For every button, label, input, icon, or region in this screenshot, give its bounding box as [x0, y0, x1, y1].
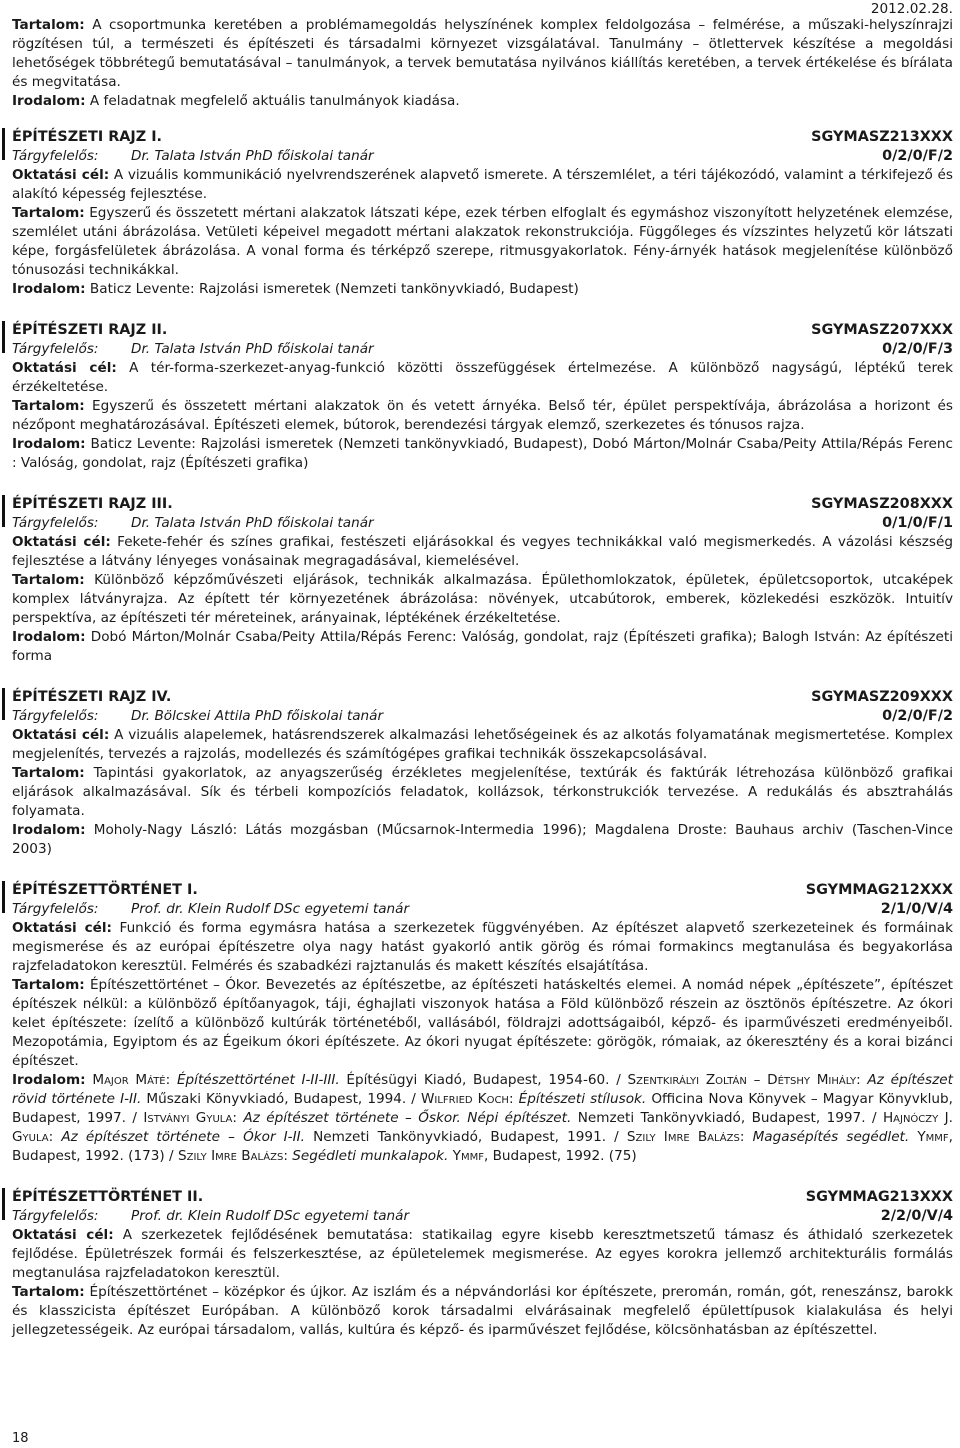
course-responsible: Dr. Talata István PhD főiskolai tanár	[131, 341, 374, 357]
intro-literature: A feladatnak megfelelő aktuális tanulmányok kiadása.	[85, 93, 460, 109]
course-content	[12, 976, 953, 1071]
course-responsible: Prof. dr. Klein Rudolf DSc egyetemi tanár	[131, 1208, 410, 1224]
course-block	[12, 128, 953, 299]
goal-text: Funkció és forma egymásra hatása a szerkezetek függvényében. Az építészet alapvető szerkezeteinek és formáinak megismerése és az európai építészetre olya nagy hatást gyakorló antik görög és római formakincs megtanulása és begyakorlása rajzfeladatokon keresztül. Felmérés és szabadkézi rajztanulás és makett készítés elsajátítása.	[12, 920, 953, 974]
course-marker-bar	[2, 495, 5, 527]
intro-block	[12, 0, 953, 92]
responsible-label: Tárgyfelelős:	[12, 901, 99, 917]
course-title: ÉPÍTÉSZETI RAJZ I.	[12, 129, 163, 145]
content-label: Tartalom:	[12, 205, 85, 221]
course-credits: 2/2/0/V/4	[880, 1208, 953, 1224]
book-title: Az építészet rövid története I-II.	[12, 1072, 953, 1107]
content-label: Tartalom:	[12, 398, 85, 414]
content-label: Tartalom:	[12, 977, 85, 993]
book-title: Magasépítés segédlet.	[752, 1129, 910, 1145]
goal-text: A tér-forma-szerkezet-anyag-funkció közötti összefüggések értelmezése. A különböző nagyságú, léptékű terek érzékeltetése.	[12, 360, 954, 395]
course-block	[12, 1188, 953, 1340]
literature-text	[12, 1072, 953, 1164]
responsible-label: Tárgyfelelős:	[12, 148, 99, 164]
course-goal	[12, 166, 953, 204]
course-title-line	[12, 128, 953, 147]
author-name: Hajnóczy J. Gyula	[12, 1110, 953, 1145]
document-page	[12, 0, 953, 1340]
course-content	[12, 204, 953, 280]
goal-label: Oktatási cél:	[12, 534, 111, 550]
reference-text: Officina Nova Könyvek – Magyar Könyvklub, Budapest, 1997. /	[12, 1091, 953, 1126]
course-content	[12, 397, 953, 435]
content-text: Tapintási gyakorlatok, az anyagszerűség érzékletes megjelenítése, textúrák és faktúrák létrehozása különböző grafikai eljárások alkalmazásával. Sík és térbeli kompozíciós feladatok, kollázsok, térkonstrukciók tervezése. A redukálás és absztrahálás folyamata.	[12, 765, 953, 819]
course-code: SGYMASZ207XXX	[811, 322, 953, 338]
course-block	[12, 688, 953, 859]
author-name: Szily Imre Balázs	[626, 1129, 740, 1145]
course-credits: 0/2/0/F/2	[882, 708, 953, 724]
author-name: Major Máté	[92, 1072, 166, 1088]
course-marker-bar	[2, 688, 5, 720]
course-credits: 0/1/0/F/1	[882, 515, 953, 531]
book-title: Építészettörténet I-II-III.	[176, 1072, 340, 1088]
goal-text: A szerkezetek fejlődésének bemutatása: statikailag egyre kisebb keresztmetszetű támasz és áthidaló szerkezetek fejlődése. Épületrészek formái és felszerkesztése, az épületelemek megismerése. Az egyes korokra jellemző architekturális formálás megtanulása rajzfeladatokon keresztül.	[12, 1227, 954, 1281]
course-goal	[12, 1226, 953, 1283]
reference-text: Építésügyi Kiadó, Budapest, 1954-60. /	[339, 1072, 628, 1088]
course-credits: 0/2/0/F/3	[882, 341, 953, 357]
course-marker-bar	[2, 881, 5, 913]
course-title-line	[12, 321, 953, 340]
reference-text: :	[739, 1129, 753, 1145]
reference-text: :	[165, 1072, 177, 1088]
course-literature	[12, 821, 953, 859]
reference-text: Nemzeti Tankönyvkiadó, Budapest, 1997. /	[571, 1110, 883, 1126]
reference-text: :	[232, 1110, 244, 1126]
course-block	[12, 321, 953, 473]
reference-text: Nemzeti Tankönyvkiadó, Budapest, 1991. /	[304, 1129, 627, 1145]
book-title: Az építészet története – Ókor I-II.	[61, 1129, 305, 1145]
goal-label: Oktatási cél:	[12, 1227, 114, 1243]
course-code: SGYMASZ213XXX	[811, 129, 953, 145]
course-title: ÉPÍTÉSZETTÖRTÉNET II.	[12, 1189, 204, 1205]
author-name: Ymmf	[452, 1148, 484, 1164]
course-block	[12, 881, 953, 1166]
content-label: Tartalom:	[12, 1284, 85, 1300]
reference-text: :	[856, 1072, 868, 1088]
goal-label: Oktatási cél:	[12, 727, 110, 743]
responsible-label: Tárgyfelelős:	[12, 1208, 99, 1224]
responsible-label: Tárgyfelelős:	[12, 515, 99, 531]
goal-label: Oktatási cél:	[12, 360, 117, 376]
book-title: Segédleti munkalapok.	[292, 1148, 449, 1164]
course-code: SGYMMAG213XXX	[805, 1189, 953, 1205]
author-name: Szentkirályi Zoltán	[627, 1072, 747, 1088]
content-text: Építészettörténet – középkor és újkor. Az iszlám és a népvándorlási kor építészete, preromán, román, gót, reneszánsz, barokk és klasszicista építészet Európában. A különböző korok társadalmi elvárásainak megfelelő épülettípusok kialakulása és helyi jellegzetességeik. Az európai társadalom, vallás, kultúra és képző- és iparművészet fejlődése, kölcsönhatásban az építészettel.	[12, 1284, 953, 1338]
reference-text: , Budapest, 1992. (173) /	[12, 1129, 953, 1164]
course-responsible: Dr. Bölcskei Attila PhD főiskolai tanár	[131, 708, 384, 724]
course-title-line	[12, 495, 953, 514]
reference-text: :	[48, 1129, 62, 1145]
reference-text: Műszaki Könyvkiadó, Budapest, 1994. /	[141, 1091, 421, 1107]
course-title: ÉPÍTÉSZETI RAJZ III.	[12, 496, 173, 512]
course-title: ÉPÍTÉSZETI RAJZ IV.	[12, 689, 172, 705]
course-marker-bar	[2, 321, 5, 353]
content-label: Tartalom:	[12, 572, 85, 588]
intro-literature-label: Irodalom:	[12, 93, 86, 109]
course-responsible-line	[12, 147, 953, 166]
course-marker-bar	[2, 128, 5, 160]
reference-text: –	[746, 1072, 768, 1088]
intro-literature-block	[12, 92, 953, 111]
course-literature	[12, 628, 953, 666]
literature-text: Moholy-Nagy László: Látás mozgásban (Műcsarnok-Intermedia 1996); Magdalena Droste: Bauhaus archiv (Taschen-Vince 2003)	[12, 822, 953, 857]
reference-text: :	[508, 1091, 519, 1107]
course-literature	[12, 280, 953, 299]
intro-content: A csoportmunka keretében a problémamegoldás helyszínének komplex feldolgozása – felmérése, a műszaki-helyszínrajzi rögzítésen túl, a természeti és építészeti és társadalmi környezet vizsgálatával. Tanulmány – ötlettervek készítése a megoldási lehetőségek többrétegű bemutatásával – tanulmányok, a tervek bemutatása nyilvános kiállítás keretében, a tervek értékelése és bírálata és megvitatása.	[12, 17, 953, 90]
course-credits: 2/1/0/V/4	[880, 901, 953, 917]
literature-label: Irodalom:	[12, 1072, 86, 1088]
book-title: Az építészet története – Őskor. Népi építészet.	[243, 1110, 572, 1126]
literature-label: Irodalom:	[12, 629, 86, 645]
course-block	[12, 495, 953, 666]
intro-content-label: Tartalom:	[12, 17, 85, 33]
reference-text: :	[283, 1148, 293, 1164]
content-label: Tartalom:	[12, 765, 85, 781]
author-name: Istványi Gyula	[143, 1110, 233, 1126]
content-text: Különböző képzőművészeti eljárások, technikák alkalmazása. Épülethomlokzatok, épületek, épületcsoportok, utcaképek komplex látványrajza. Az épített tér környezetének ábrázolása: növények, utcabútorok, emberek, közlekedési eszközök. Intuitív perspektíva, az építészeti tér méreteinek, arányainak, léptékének érzékeltetése.	[12, 572, 953, 626]
course-responsible-line	[12, 707, 953, 726]
author-name: Détshy Mihály	[767, 1072, 857, 1088]
course-title-line	[12, 688, 953, 707]
reference-text: , Budapest, 1992. (75)	[483, 1148, 637, 1164]
course-title-line	[12, 1188, 953, 1207]
responsible-label: Tárgyfelelős:	[12, 708, 99, 724]
document-date: 2012.02.28.	[870, 1, 953, 17]
goal-label: Oktatási cél:	[12, 167, 110, 183]
author-name: Szily Imre Balázs	[177, 1148, 284, 1164]
course-goal	[12, 919, 953, 976]
course-literature	[12, 1071, 953, 1166]
author-name: Wilfried Koch	[420, 1091, 509, 1107]
book-title: Építészeti stílusok.	[518, 1091, 647, 1107]
literature-text: Dobó Márton/Molnár Csaba/Peity Attila/Répás Ferenc: Valóság, gondolat, rajz (Építészeti grafika); Balogh István: Az építészeti forma	[12, 629, 953, 664]
author-name: Ymmf	[917, 1129, 949, 1145]
course-title: ÉPÍTÉSZETI RAJZ II.	[12, 322, 168, 338]
page-number: 18	[12, 1431, 29, 1446]
content-text: Egyszerű és összetett mértani alakzatok látszati képe, ezek térben elfoglalt és egymáshoz viszonyított helyzetének elemzése, szemlélet utáni ábrázolása. Vetületi képeivel megadott mértani alakzatok rekonstrukciója. Függőleges és vízszintes helyzetű kör látszati képe, forgásfelületek ábrázolása. A vonal forma és térképző szerepe, ritmusgyakorlatok. Fény-árnyék hatások megjelenítése különböző tónusozási technikákkal.	[12, 205, 953, 278]
course-title: ÉPÍTÉSZETTÖRTÉNET I.	[12, 882, 198, 898]
course-marker-bar	[2, 1188, 5, 1220]
course-literature	[12, 435, 953, 473]
literature-label: Irodalom:	[12, 281, 86, 297]
course-content	[12, 1283, 953, 1340]
course-code: SGYMASZ209XXX	[811, 689, 953, 705]
course-responsible-line	[12, 514, 953, 533]
course-title-line	[12, 881, 953, 900]
course-credits: 0/2/0/F/2	[882, 148, 953, 164]
course-content	[12, 571, 953, 628]
course-content	[12, 764, 953, 821]
responsible-label: Tárgyfelelős:	[12, 341, 99, 357]
goal-text: A vizuális kommunikáció nyelvrendszerének alapvető ismerete. A térszemlélet, a téri tájékozódó, valamint a térkifejező és alakító képesség fejlesztése.	[12, 167, 953, 202]
literature-label: Irodalom:	[12, 822, 86, 838]
goal-label: Oktatási cél:	[12, 920, 112, 936]
course-responsible: Prof. dr. Klein Rudolf DSc egyetemi tanár	[131, 901, 410, 917]
course-responsible-line	[12, 900, 953, 919]
course-code: SGYMASZ208XXX	[811, 496, 953, 512]
course-goal	[12, 726, 953, 764]
course-goal	[12, 359, 953, 397]
literature-label: Irodalom:	[12, 436, 86, 452]
goal-text: A vizuális alapelemek, hatásrendszerek alkalmazási lehetőségeinek és az alkotás folyamatának megismertetése. Komplex megjelenítés, tervezés a rajzolás, modellezés és számítógépes grafikai technikák összekapcsolásával.	[12, 727, 953, 762]
content-text: Építészettörténet – Ókor. Bevezetés az építészetbe, az építészeti hatáskeltés elemei. A nomád népek „építészete”, építészet építészek nélkül: a különböző építőanyagok, táji, éghajlati viszonyok hatása a Föld különböző részein az ösztönös építészetre. Az ókori kelet építészete: ízelítő a különböző kultúrák történetéből, vallásából, földrajzi adottságaiból, képző- és iparművészeti eredményeiből. Mezopotámia, Egyiptom és az Égeikum ókori építészete. Az ókori nyugat építészete: görögök, rómaiak, az ókeresztény és a korai bizánci építészet.	[12, 977, 953, 1069]
course-responsible-line	[12, 1207, 953, 1226]
content-text: Egyszerű és összetett mértani alakzatok ön és vetett árnyéka. Belső tér, épület perspektívája, ábrázolása a horizont és nézőpont meghatározásával. Építészeti elemek, bútorok, berendezési tárgyak elemző, szerkezetes és tónusos rajza.	[12, 398, 953, 433]
literature-text: Baticz Levente: Rajzolási ismeretek (Nemzeti tankönyvkiadó, Budapest), Dobó Márton/Molnár Csaba/Peity Attila/Répás Ferenc : Valóság, gondolat, rajz (Építészeti grafika)	[12, 436, 953, 471]
course-code: SGYMMAG212XXX	[805, 882, 953, 898]
literature-text: Baticz Levente: Rajzolási ismeretek (Nemzeti tankönyvkiadó, Budapest)	[85, 281, 579, 297]
course-responsible: Dr. Talata István PhD főiskolai tanár	[131, 515, 374, 531]
course-goal	[12, 533, 953, 571]
goal-text: Fekete-fehér és színes grafikai, festészeti eljárásokkal és vegyes technikákkal való megismerkedés. A vázolási készség fejlesztése a látvány lényeges vonásainak megragadásával, kiemelésével.	[12, 534, 953, 569]
course-responsible: Dr. Talata István PhD főiskolai tanár	[131, 148, 374, 164]
course-responsible-line	[12, 340, 953, 359]
